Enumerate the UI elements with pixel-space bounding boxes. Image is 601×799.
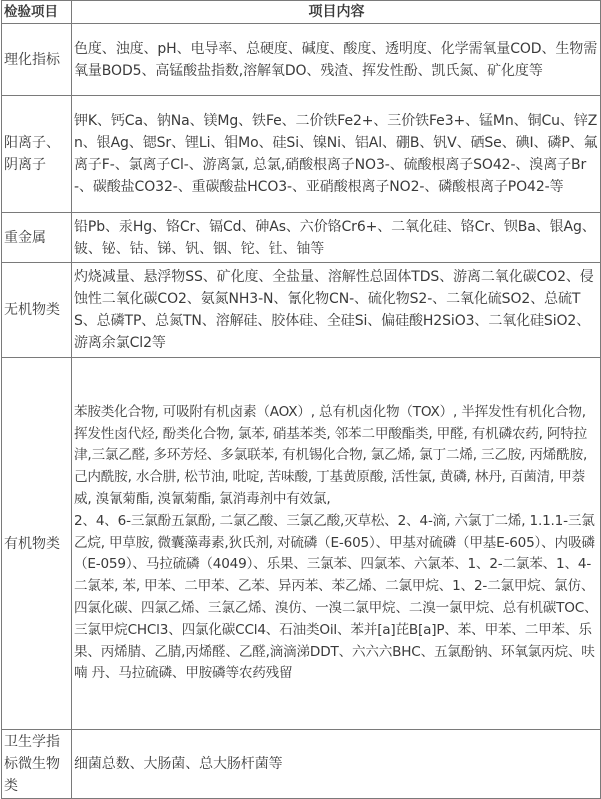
- content-text: 苯胺类化合物, 可吸附有机卤素（AOX）, 总有机卤化物（TOX）, 半挥发性有机化合物, 挥发性卤代烃, 酚类化合物, 氯苯, 硝基苯类, 邻苯二甲酸酯类, 甲醛, 有机磷农药, 阿特拉津,三氯乙醛, 多环芳烃、多氯联苯, 有机锡化合物, 氯乙烯, 氯丁二烯, 三乙胺, 丙烯酰胺, 己内酰胺, 水合肼, 松节油, 吡啶, 苦味酸, 丁基黄原酸, 活性氯, 黄磷, 林丹, 百菌清, 甲萘威, 溴氰菊酯, 溴氰菊酯, 氯消毒剂中有效氯,: [74, 403, 588, 507]
- category-cell: 有机物类: [2, 358, 72, 730]
- content-text: 2、4、6-三氯酚五氯酚, 二氯乙酸、三氯乙酸,灭草松、2、4-滴, 六氯丁二烯, 1.1.1-三氯乙烷, 甲草胺, 微囊藻毒素,狄氏剂, 对硫磷（E-605）、甲基对硫磷（甲基E-605）、内吸磷（E-059）、马拉硫磷（4049）、乐果、三氯苯、四氯苯、六氯苯、1、2-二氯苯、1、4-二氯苯, 苯, 甲苯、二甲苯、乙苯、异丙苯、苯乙烯、二氯甲烷、1、2-二氯甲烷、氯仿、四氯化碳、四氯乙烯、三氯乙烯、溴仿、一溴二氯甲烷、二溴一氯甲烷、总有机碳TOC、三氯甲烷CHCl3、四氯化碳CCl4、石油类Oil、苯并[a]芘B[a]P、苯、甲苯、二甲苯、乐果、丙烯腈、乙腈,丙烯醛、乙醛,滴滴涕DDT、六六六BHC、五氯酚钠、环氧氯丙烷、呋喃 丹、马拉硫磷、甲胺磷等农药残留: [74, 512, 598, 682]
- content-cell: [72, 730, 601, 799]
- table-row-inorganics: [2, 263, 601, 358]
- category-cell: 无机物类: [2, 263, 72, 358]
- content-cell: [72, 213, 601, 263]
- table-row-microbial: [2, 730, 601, 799]
- content-cell: [72, 263, 601, 358]
- content-text: 铅Pb、汞Hg、铬Cr、镉Cd、砷As、六价铬Cr6+、二氧化硅、铬Cr、钡Ba、银Ag、铍、铋、钴、锑、钒、铟、铊、钍、铀等: [74, 218, 596, 257]
- content-cell: [72, 358, 601, 730]
- category-cell: 卫生学指标微生物类: [2, 730, 72, 799]
- header-content: 项目内容: [72, 1, 601, 24]
- content-text: 钾K、钙Ca、钠Na、镁Mg、铁Fe、二价铁Fe2+、三价铁Fe3+、锰Mn、铜Cu、锌Zn、银Ag、锶Sr、锂Li、钼Mo、硅Si、镍Ni、铝Al、硼B、钒V、硒Se、碘I、磷P、氟离子F-、氯离子Cl-、游离氯, 总氯,硝酸根离子NO3-、硫酸根离子SO42-、溴离子Br-、碳酸盐CO32-、重碳酸盐HCO3-、亚硝酸根离子NO2-、磷酸根离子PO42-等: [74, 113, 598, 195]
- header-row: [2, 1, 601, 24]
- content-cell: [72, 96, 601, 213]
- category-cell: 阳离子、阴离子: [2, 96, 72, 213]
- table-row-organics: [2, 358, 601, 730]
- test-items-table: [1, 0, 601, 799]
- content-text: 灼烧减量、悬浮物SS、矿化度、全盐量、溶解性总固体TDS、游离二氧化碳CO2、侵蚀性二氧化碳CO2、氨氮NH3-N、氰化物CN-、硫化物S2-、二氧化硫SO2、总硫TS、总磷TP、总氮TN、溶解硅、胶体硅、全硅Si、偏硅酸H2SiO3、二氧化硅SiO2、游离余氯Cl2等: [74, 269, 594, 351]
- content-cell: [72, 24, 601, 96]
- category-cell: 重金属: [2, 213, 72, 263]
- table-row-heavy-metals: [2, 213, 601, 263]
- content-text: 细菌总数、大肠菌、总大肠杆菌等: [74, 756, 283, 772]
- table-row-physicochemical: [2, 24, 601, 96]
- category-cell: 理化指标: [2, 24, 72, 96]
- table-row-ions: [2, 96, 601, 213]
- content-text: 色度、浊度、pH、电导率、总硬度、碱度、酸度、透明度、化学需氧量COD、生物需氧量BOD5、高锰酸盐指数,溶解氧DO、残渣、挥发性酚、凯氏氮、矿化度等: [74, 40, 598, 79]
- header-category: 检验项目: [2, 1, 72, 24]
